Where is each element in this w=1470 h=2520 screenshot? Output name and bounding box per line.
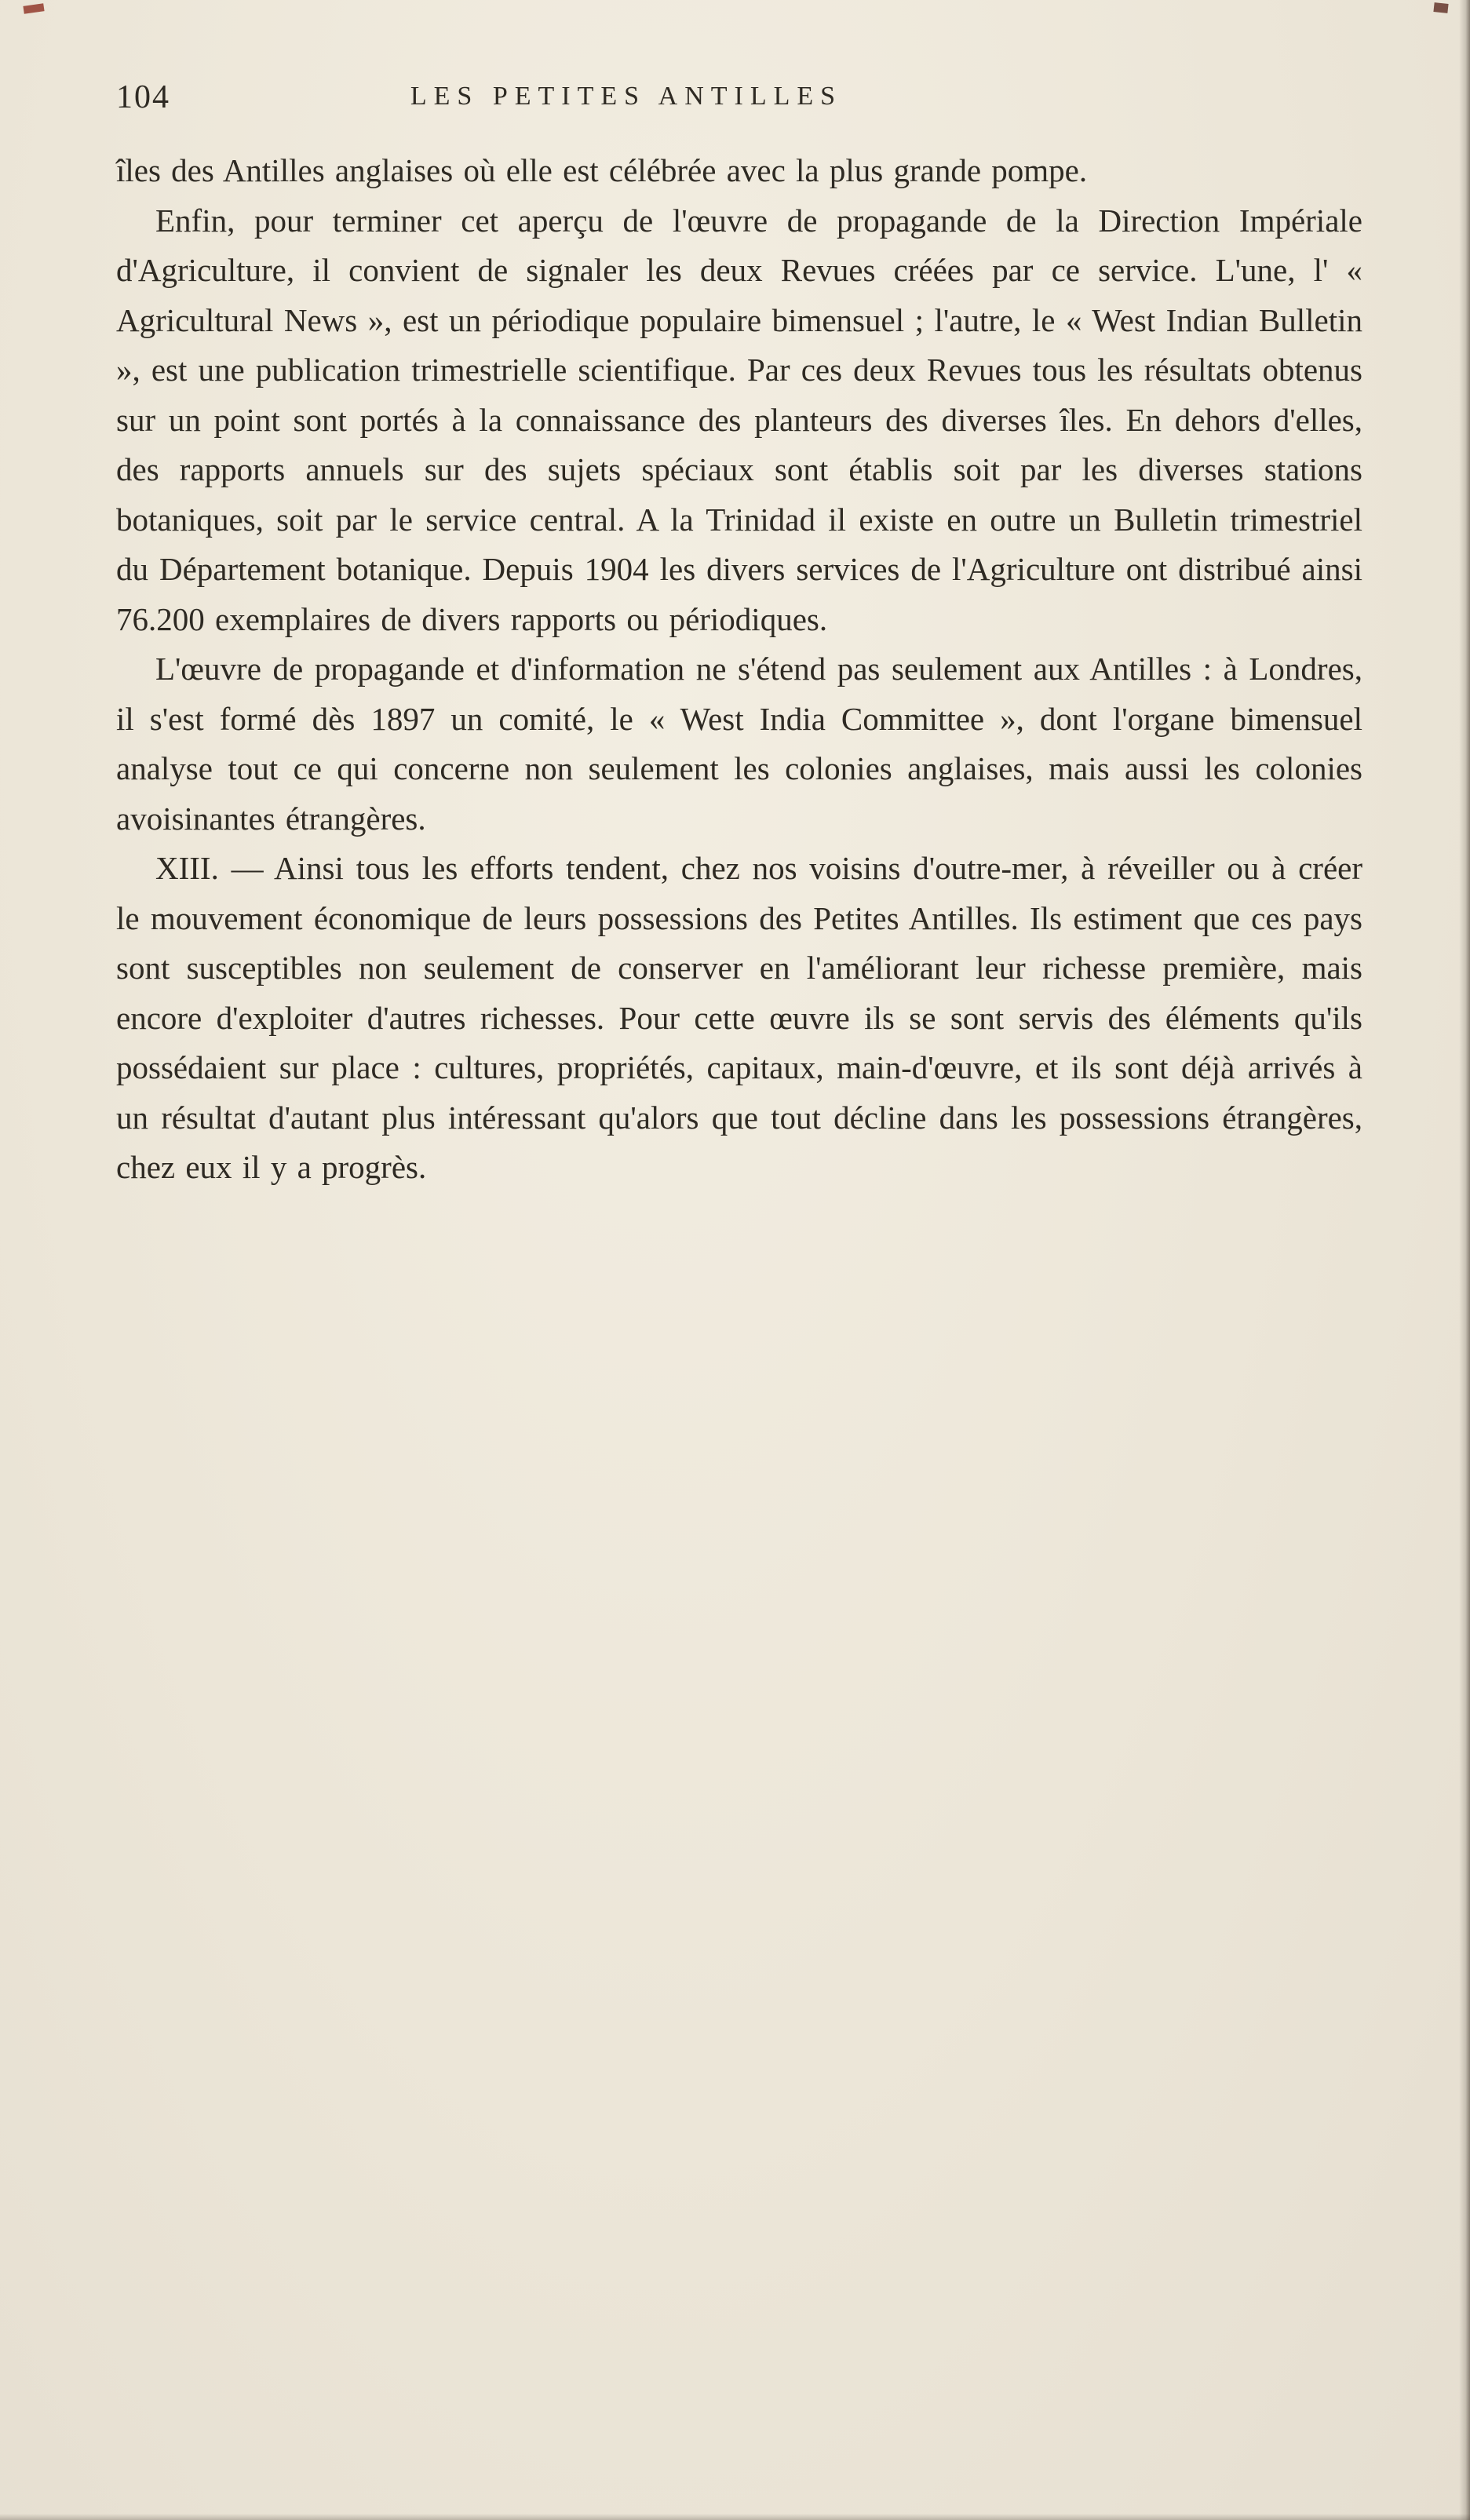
page-edge-shadow-right xyxy=(1459,0,1470,2520)
page-number: 104 xyxy=(116,79,170,115)
body-text xyxy=(116,146,1362,1193)
scan-artifact-top-right xyxy=(1433,2,1448,13)
running-title: LES PETITES ANTILLES xyxy=(410,82,843,111)
paragraph: L'œuvre de propagande et d'information ne s'étend pas seulement aux Antilles : à Londres, il s'est formé dès 1897 un comité, le « West India Committee », dont l'organe bimensuel analyse tout ce qui concerne non seulement les colonies anglaises, mais aussi les colonies avoisinantes étrangères. xyxy=(116,651,1362,837)
paragraph-section-xiii: XIII. — Ainsi tous les efforts tendent, chez nos voisins d'outre-mer, à réveiller ou à créer le mouvement économique de leurs possessions des Petites Antilles. Ils estiment que ces pays sont susceptibles non seulement de conserver en l'améliorant leur richesse première, mais encore d'exploiter d'autres richesses. Pour cette œuvre ils se sont servis des éléments qu'ils possédaient sur place : cultures, propriétés, capitaux, main-d'œuvre, et ils sont déjà arrivés à un résultat d'autant plus intéressant qu'alors que tout décline dans les possessions étrangères, chez eux il y a progrès. xyxy=(116,850,1362,1185)
paragraph-continuation: îles des Antilles anglaises où elle est célébrée avec la plus grande pompe. xyxy=(116,152,1088,188)
page-edge-shadow-bottom xyxy=(0,2514,1470,2520)
scan-artifact-top-left xyxy=(23,3,44,14)
page-header xyxy=(116,75,1362,122)
paragraph: Enfin, pour terminer cet aperçu de l'œuvre de propagande de la Direction Impériale d'Agriculture, il convient de signaler les deux Revues créées par ce service. L'une, l' « Agricultural News », est un périodique populaire bimensuel ; l'autre, le « West Indian Bulletin », est une publication trimestrielle scientifique. Par ces deux Revues tous les résultats obtenus sur un point sont portés à la connaissance des planteurs des diverses îles. En dehors d'elles, des rapports annuels sur des sujets spéciaux sont établis soit par les diverses stations botaniques, soit par le service central. A la Trinidad il existe en outre un Bulletin trimestriel du Département botanique. Depuis 1904 les divers services de l'Agriculture ont distribué ainsi 76.200 exemplaires de divers rapports ou périodiques. xyxy=(116,202,1362,637)
